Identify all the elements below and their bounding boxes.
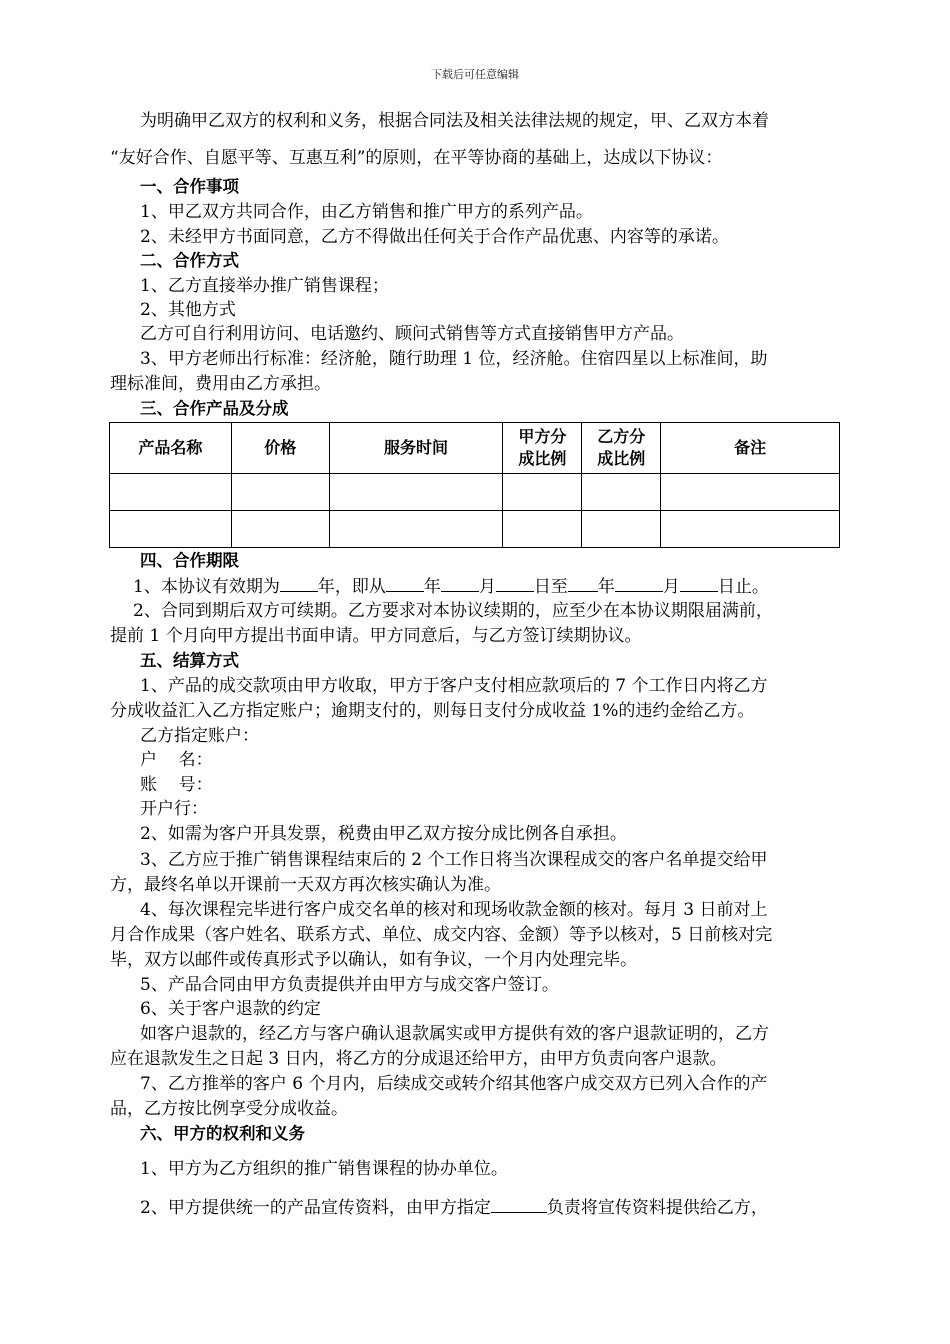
s5-account-label: 乙方指定账户： xyxy=(140,726,259,746)
table-cell[interactable] xyxy=(661,474,840,511)
table-cell[interactable] xyxy=(231,511,329,548)
table-cell[interactable] xyxy=(503,511,582,548)
s1-para-2: 2、未经甲方书面同意，乙方不得做出任何关于合作产品优惠、内容等的承诺。 xyxy=(140,227,729,247)
table-header-row xyxy=(110,423,840,474)
s4-para-2b: 提前 1 个月向甲方提出书面申请。甲方同意后，与乙方签订续期协议。 xyxy=(110,626,642,646)
col-remarks: 备注 xyxy=(661,423,840,474)
blank-designee[interactable] xyxy=(491,1196,547,1213)
intro-line-1: 为明确甲乙双方的权利和义务，根据合同法及相关法律法规的规定，甲、乙双方本着 xyxy=(140,111,769,131)
section-4-title: 四、合作期限 xyxy=(140,551,239,570)
s5-para-6a: 如客户退款的，经乙方与客户确认退款属实或甲方提供有效的客户退款证明的，乙方 xyxy=(140,1024,769,1044)
table-cell[interactable] xyxy=(503,474,582,511)
s5-para-4b: 月合作成果（客户姓名、联系方式、单位、成交内容、金额）等予以核对，5 日前核对完 xyxy=(110,925,773,945)
table-cell[interactable] xyxy=(661,511,840,548)
section-5-title: 五、结算方式 xyxy=(140,651,239,670)
s5-account-number: 账 号： xyxy=(140,775,213,795)
s2-para-4b: 理标准间，费用由乙方承担。 xyxy=(110,374,331,394)
col-product-name: 产品名称 xyxy=(110,423,232,474)
blank-start-year[interactable] xyxy=(386,575,424,592)
table-row xyxy=(110,474,840,511)
blank-start-month[interactable] xyxy=(441,575,479,592)
s5-para-4c: 毕，双方以邮件或传真形式予以确认，如有争议，一个月内处理完毕。 xyxy=(110,950,637,970)
intro-line-2: “友好合作、自愿平等、互惠互利”的原则，在平等协商的基础上，达成以下协议： xyxy=(110,148,723,168)
s2-para-3: 乙方可自行利用访问、电话邀约、顾问式销售等方式直接销售甲方产品。 xyxy=(140,324,684,344)
table-cell[interactable] xyxy=(582,511,661,548)
s2-para-1: 1、乙方直接举办推广销售课程； xyxy=(140,276,389,296)
s1-para-1: 1、甲乙双方共同合作，由乙方销售和推广甲方的系列产品。 xyxy=(140,202,593,222)
section-1-title: 一、合作事项 xyxy=(140,177,239,196)
table-row xyxy=(110,511,840,548)
blank-end-day[interactable] xyxy=(680,575,718,592)
s4-para-2a: 2、合同到期后双方可续期。乙方要求对本协议续期的，应至少在本协议期限届满前， xyxy=(133,601,773,621)
s5-para-6b: 应在退款发生之日起 3 日内，将乙方的分成退还给甲方，由甲方负责向客户退款。 xyxy=(110,1049,727,1069)
s5-account-name: 户 名： xyxy=(140,750,213,770)
table-cell[interactable] xyxy=(110,511,232,548)
table-cell[interactable] xyxy=(110,474,232,511)
s5-para-7a: 7、乙方推举的客户 6 个月内，后续成交或转介绍其他客户成交双方已列入合作的产 xyxy=(140,1074,768,1094)
header-note: 下载后可任意编辑 xyxy=(431,68,519,81)
col-party-b-share: 乙方分 成比例 xyxy=(582,423,661,474)
table-cell[interactable] xyxy=(582,474,661,511)
s5-para-5: 5、产品合同由甲方负责提供并由甲方与成交客户签订。 xyxy=(140,975,559,995)
s5-para-6: 6、关于客户退款的约定 xyxy=(140,999,321,1019)
s2-para-2: 2、其他方式 xyxy=(140,300,236,320)
s5-para-1b: 分成收益汇入乙方指定账户；逾期支付的，则每日支付分成收益 1%的违约金给乙方。 xyxy=(110,701,755,721)
s5-para-4a: 4、每次课程完毕进行客户成交名单的核对和现场收款金额的核对。每月 3 日前对上 xyxy=(140,900,768,920)
table-cell[interactable] xyxy=(329,474,503,511)
section-3-title: 三、合作产品及分成 xyxy=(140,399,289,418)
s5-para-7b: 品，乙方按比例享受分成收益。 xyxy=(110,1099,348,1119)
blank-end-year[interactable] xyxy=(568,575,598,592)
s5-para-3a: 3、乙方应于推广销售课程结束后的 2 个工作日将当次课程成交的客户名单提交给甲 xyxy=(140,850,768,870)
section-6-title: 六、甲方的权利和义务 xyxy=(140,1124,305,1143)
s5-account-bank: 开户行： xyxy=(140,799,208,819)
blank-start-day[interactable] xyxy=(496,575,534,592)
section-2-title: 二、合作方式 xyxy=(140,251,239,270)
s2-para-4a: 3、甲方老师出行标准：经济舱，随行助理 1 位，经济舱。住宿四星以上标准间，助 xyxy=(140,349,768,369)
col-party-a-share: 甲方分 成比例 xyxy=(503,423,582,474)
table-cell[interactable] xyxy=(231,474,329,511)
s6-para-1: 1、甲方为乙方组织的推广销售课程的协办单位。 xyxy=(140,1159,508,1179)
table-cell[interactable] xyxy=(329,511,503,548)
blank-years[interactable] xyxy=(280,575,318,592)
s4-para-1: 1、本协议有效期为 年，即从 年 月 日至 年 月 日止。 xyxy=(133,577,769,597)
col-service-time: 服务时间 xyxy=(329,423,503,474)
product-table xyxy=(109,422,840,548)
blank-end-month[interactable] xyxy=(615,575,663,592)
s5-para-3b: 方，最终名单以开课前一天双方再次核实确认为准。 xyxy=(110,875,501,895)
s5-para-1a: 1、产品的成交款项由甲方收取，甲方于客户支付相应款项后的 7 个工作日内将乙方 xyxy=(140,676,768,696)
s6-para-2: 2、甲方提供统一的产品宣传资料，由甲方指定 负责将宣传资料提供给乙方， xyxy=(140,1198,768,1218)
s5-para-2: 2、如需为客户开具发票，税费由甲乙双方按分成比例各自承担。 xyxy=(140,824,627,844)
col-price: 价格 xyxy=(231,423,329,474)
